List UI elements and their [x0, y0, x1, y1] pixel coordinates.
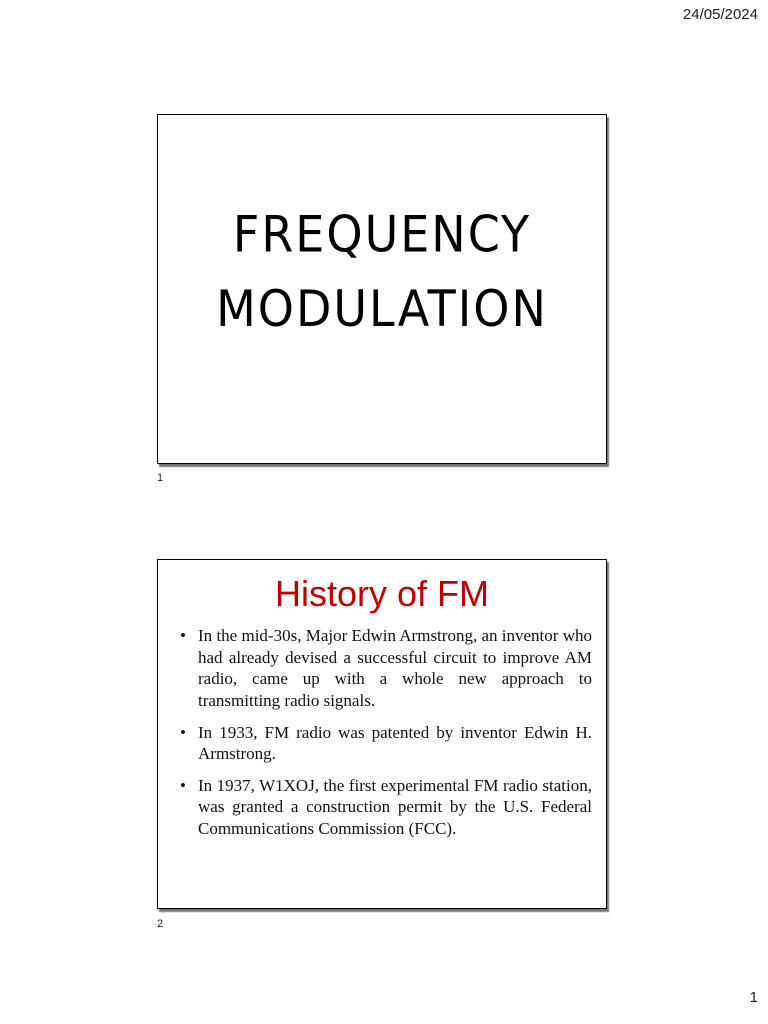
slide-2-title: History of FM: [274, 573, 489, 614]
slide-1-title: [158, 197, 606, 346]
bullet-text-3: In 1937, W1XOJ, the first experimental FM radio station, was granted a construction permit by the U.S. Federal Communications Commission (FCC).: [198, 775, 592, 838]
slide-1-title-line-1: FREQUENCY: [232, 205, 532, 264]
bullet-text-2: In 1933, FM radio was patented by inventor Edwin H. Armstrong.: [198, 722, 592, 764]
bullet-item-3: [178, 775, 592, 840]
header-date: 24/05/2024: [682, 6, 758, 23]
slide-1-title-line-2: MODULATION: [216, 279, 548, 338]
bullet-text-1: In the mid-30s, Major Edwin Armstrong, an inventor who had already devised a successful circuit to improve AM radio, came up with a whole new approach to transmitting radio signals.: [198, 626, 592, 710]
slide-2-bullet-list: [178, 625, 592, 839]
page-number: 1: [749, 989, 758, 1006]
bullet-item-2: [178, 722, 592, 765]
bullet-item-1: [178, 625, 592, 711]
slide-1: [157, 114, 607, 464]
bullet-icon: •: [180, 775, 186, 795]
bullet-icon: •: [180, 722, 186, 742]
slide-2-number: 2: [157, 918, 164, 930]
slide-1-number: 1: [157, 472, 164, 484]
slide-2: [157, 559, 607, 909]
bullet-icon: •: [180, 626, 186, 646]
